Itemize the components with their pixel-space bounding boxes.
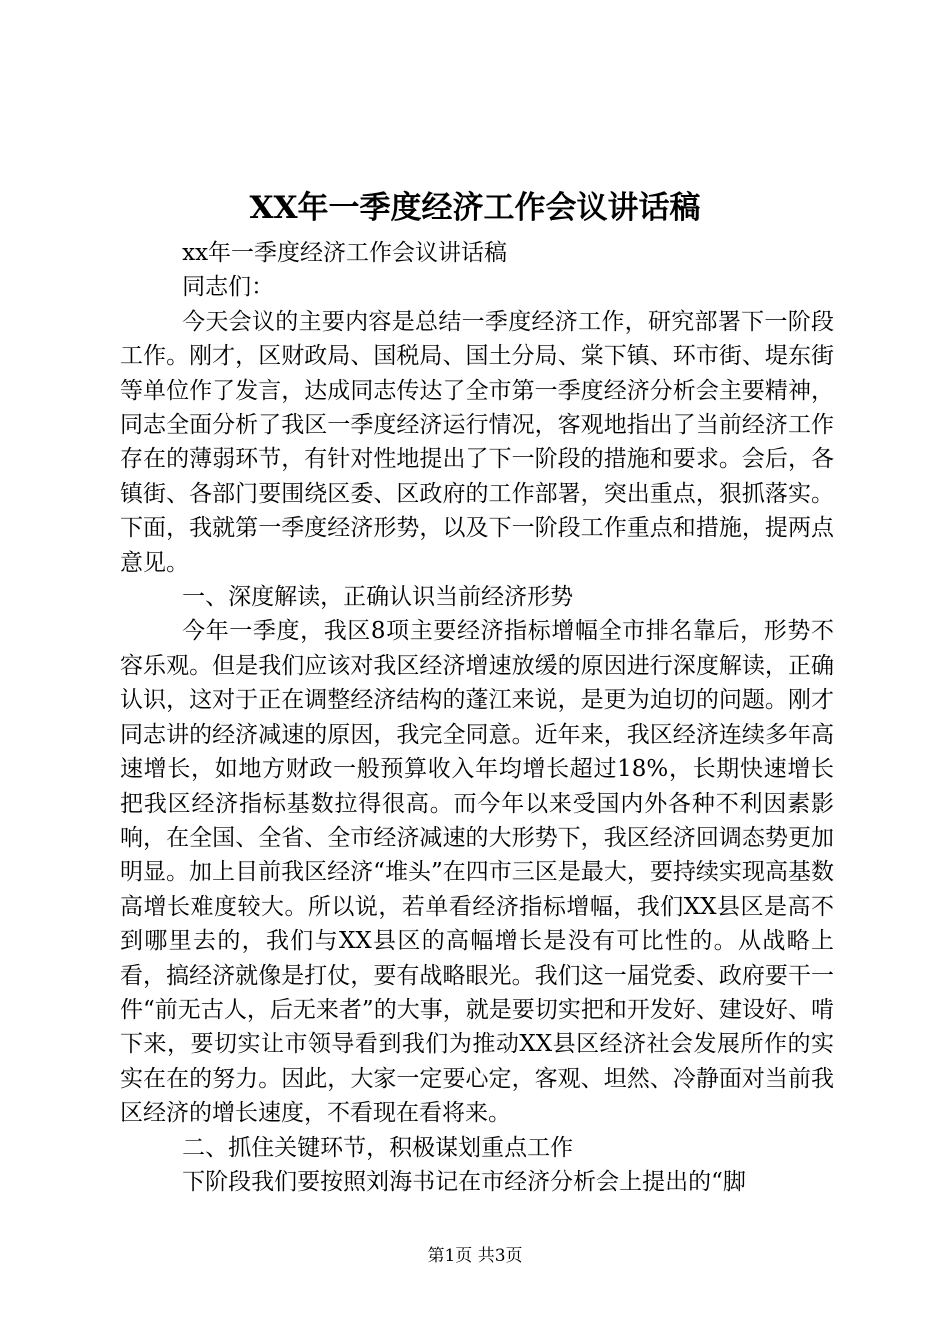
intro-paragraph: 今天会议的主要内容是总结一季度经济工作，研究部署下一阶段工作。刚才，区财政局、国税局、国土分局、棠下镇、环市街、堤东街等单位作了发言，达成同志传达了全市第一季度经济分析会主要精神，同志全面分析了我区一季度经济运行情况，客观地指出了当前经济工作存在的薄弱环节，有针对性地提出了下一阶段的措施和要求。会后，各镇街、各部门要围绕区委、区政府的工作部署，突出重点，狠抓落实。下面，我就第一季度经济形势，以及下一阶段工作重点和措施，提两点意见。 bbox=[120, 308, 834, 576]
salutation-paragraph: 同志们： bbox=[182, 274, 275, 301]
section-heading-1: 一、深度解读，正确认识当前经济形势 bbox=[182, 584, 574, 611]
document-title: XX年一季度经济工作会议讲话稿 bbox=[249, 190, 701, 226]
page-footer: 第1页 共3页 bbox=[427, 1246, 523, 1266]
section-2-paragraph: 下阶段我们要按照刘海书记在市经济分析会上提出的“脚 bbox=[182, 1168, 746, 1195]
subtitle-paragraph: xx年一季度经济工作会议讲话稿 bbox=[182, 240, 508, 266]
section-heading-2: 二、抓住关键环节，积极谋划重点工作 bbox=[182, 1134, 574, 1161]
section-1-paragraph: 今年一季度，我区8项主要经济指标增幅全市排名靠后，形势不容乐观。但是我们应该对我区经济增速放缓的原因进行深度解读，正确认识，这对于正在调整经济结构的蓬江来说，是更为迫切的问题。刚才同志讲的经济减速的原因，我完全同意。近年来，我区经济连续多年高速增长，如地方财政一般预算收入年均增长超过18%，长期快速增长把我区经济指标基数拉得很高。而今年以来受国内外各种不利因素影响，在全国、全省、全市经济减速的大形势下，我区经济回调态势更加明显。加上目前我区经济“堆头”在四市三区是最大，要持续实现高基数高增长难度较大。所以说，若单看经济指标增幅，我们XX县区是高不到哪里去的，我们与XX县区的高幅增长是没有可比性的。从战略上看，搞经济就像是打仗，要有战略眼光。我们这一届党委、政府要干一件“前无古人，后无来者”的大事，就是要切实把和开发好、建设好、啃下来，要切实让市领导看到我们为推动XX县区经济社会发展所作的实实在在的努力。因此，大家一定要心定，客观、坦然、冷静面对当前我区经济的增长速度，不看现在看将来。 bbox=[120, 618, 834, 1127]
document-body bbox=[120, 236, 834, 1199]
